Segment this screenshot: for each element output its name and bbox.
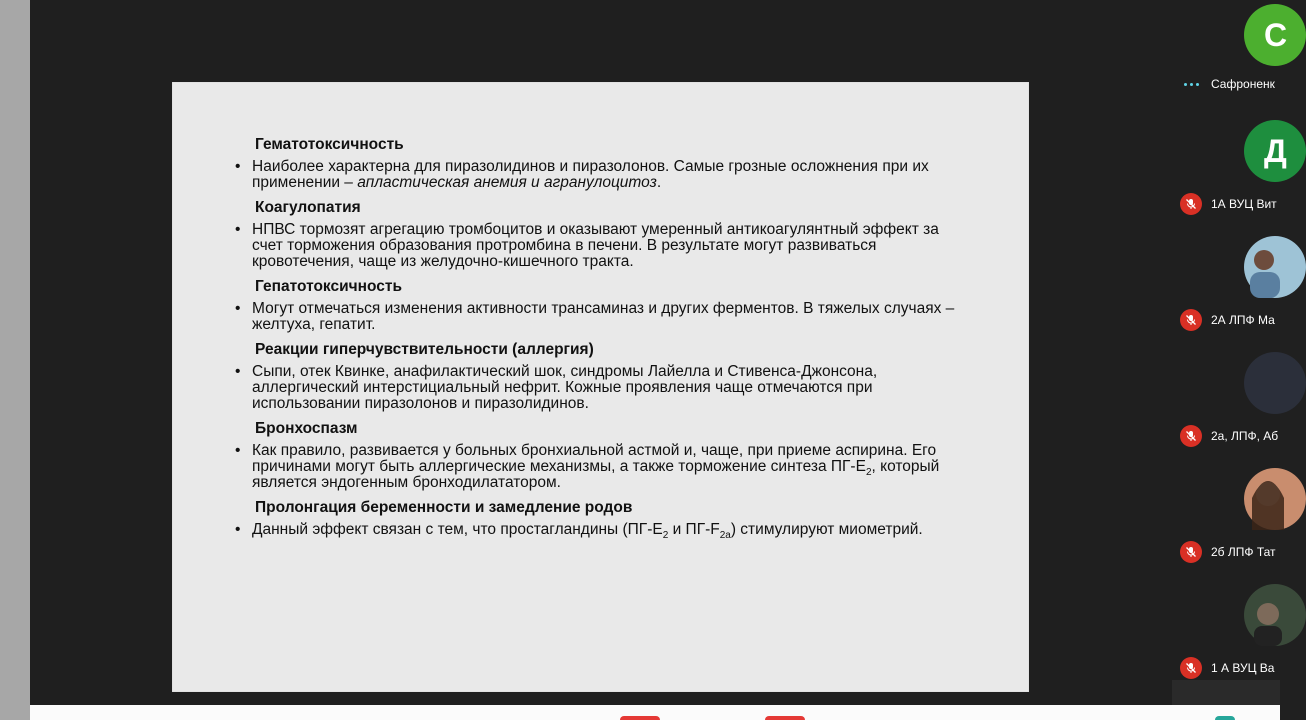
bullet-hematotoxicity: • Наиболее характерна для пиразолидинов и пиразолонов. Самые грозные осложнения при их применении – апластическая анемия и агранулоцитоз. [235, 158, 929, 191]
bullet-hypersensitivity: • Сыпи, отек Квинке, анафилактический шок, синдромы Лайелла и Стивенса-Джонсона, аллергический интерстициальный нефрит. Кожные проявления чаще отмечаются при использовании пиразолонов и пиразолидинов. [235, 363, 878, 412]
mic-off-icon [1180, 309, 1202, 331]
participant-tile[interactable] [1172, 116, 1287, 231]
bullet-dot: • [235, 521, 241, 538]
bullet-bronchospasm: • Как правило, развивается у больных бронхиальной астмой и, чаще, при приеме аспирина. Его причинами могут быть аллергические механизмы, а также торможение синтеза $ПГ-Е_2$, который является эндогенным бронходилататором. [235, 442, 940, 491]
bullet-dot: • [235, 442, 241, 459]
section-title-bronchospasm: Бронхоспазм [255, 420, 358, 437]
bullet-dot: • [235, 300, 241, 317]
bullet-hepatotoxicity: • Могут отмечаться изменения активности трансаминаз и других ферментов. В тяжелых случаях – желтуха, гепатит. [235, 300, 955, 333]
section-title-hepatotoxicity: Гепатотоксичность [255, 278, 402, 295]
participants-panel-footer [1172, 680, 1280, 705]
toolbar-button-edge[interactable] [620, 716, 660, 720]
bottom-toolbar-strip [30, 705, 1280, 720]
mic-off-icon [1180, 425, 1202, 447]
participant-name: 1 А ВУЦ Ва [1211, 661, 1275, 675]
mic-off-icon [1180, 657, 1202, 679]
participant-tile[interactable] [1172, 464, 1280, 579]
section-title-coagulopathy: Коагулопатия [255, 199, 361, 216]
avatar [1244, 236, 1306, 298]
mic-off-icon [1180, 193, 1202, 215]
avatar [1244, 468, 1306, 530]
presentation-slide [172, 82, 1029, 692]
participant-name: Сафроненк [1211, 77, 1275, 91]
bullet-coagulopathy: • НПВС тормозят агрегацию тромбоцитов и оказывают умеренный антикоагулянтный эффект за счет торможения образования протромбина в печени. В результате могут развиваться кровотечения, чаще из желудочно-кишечного тракта. [235, 221, 939, 270]
mic-off-icon [1180, 541, 1202, 563]
participant-name: 2б ЛПФ Тат [1211, 545, 1276, 559]
participant-tile[interactable] [1172, 580, 1280, 695]
participant-tile[interactable] [1172, 348, 1280, 463]
avatar [1244, 352, 1306, 414]
section-title-pregnancy: Пролонгация беременности и замедление родов [255, 499, 633, 516]
section-title-hematotoxicity: Гематотоксичность [255, 136, 404, 153]
avatar: Д [1244, 120, 1306, 182]
participant-name: 2а, ЛПФ, Аб [1211, 429, 1279, 443]
bullet-pregnancy: • Данный эффект связан с тем, что простагландины ($ПГ-Е_2$ и $ПГ-F_{2a}$) стимулируют миометрий. [235, 521, 923, 542]
section-title-hypersensitivity: Реакции гиперчувствительности (аллергия) [255, 341, 594, 358]
participant-name: 1А ВУЦ Вит [1211, 197, 1277, 211]
avatar [1244, 584, 1306, 646]
participant-name: 2А ЛПФ Ма [1211, 313, 1275, 327]
bullet-dot: • [235, 363, 241, 380]
bullet-dot: • [235, 158, 241, 175]
bullet-dot: • [235, 221, 241, 238]
participants-panel [1172, 0, 1288, 680]
left-window-edge [0, 0, 30, 720]
toolbar-button-edge[interactable] [1215, 716, 1235, 720]
speaking-dots-icon [1180, 83, 1202, 86]
toolbar-button-edge[interactable] [765, 716, 805, 720]
participant-tile[interactable] [1172, 232, 1280, 347]
avatar: С [1244, 4, 1306, 66]
participant-tile[interactable] [1172, 0, 1288, 115]
slide-content [234, 136, 974, 546]
